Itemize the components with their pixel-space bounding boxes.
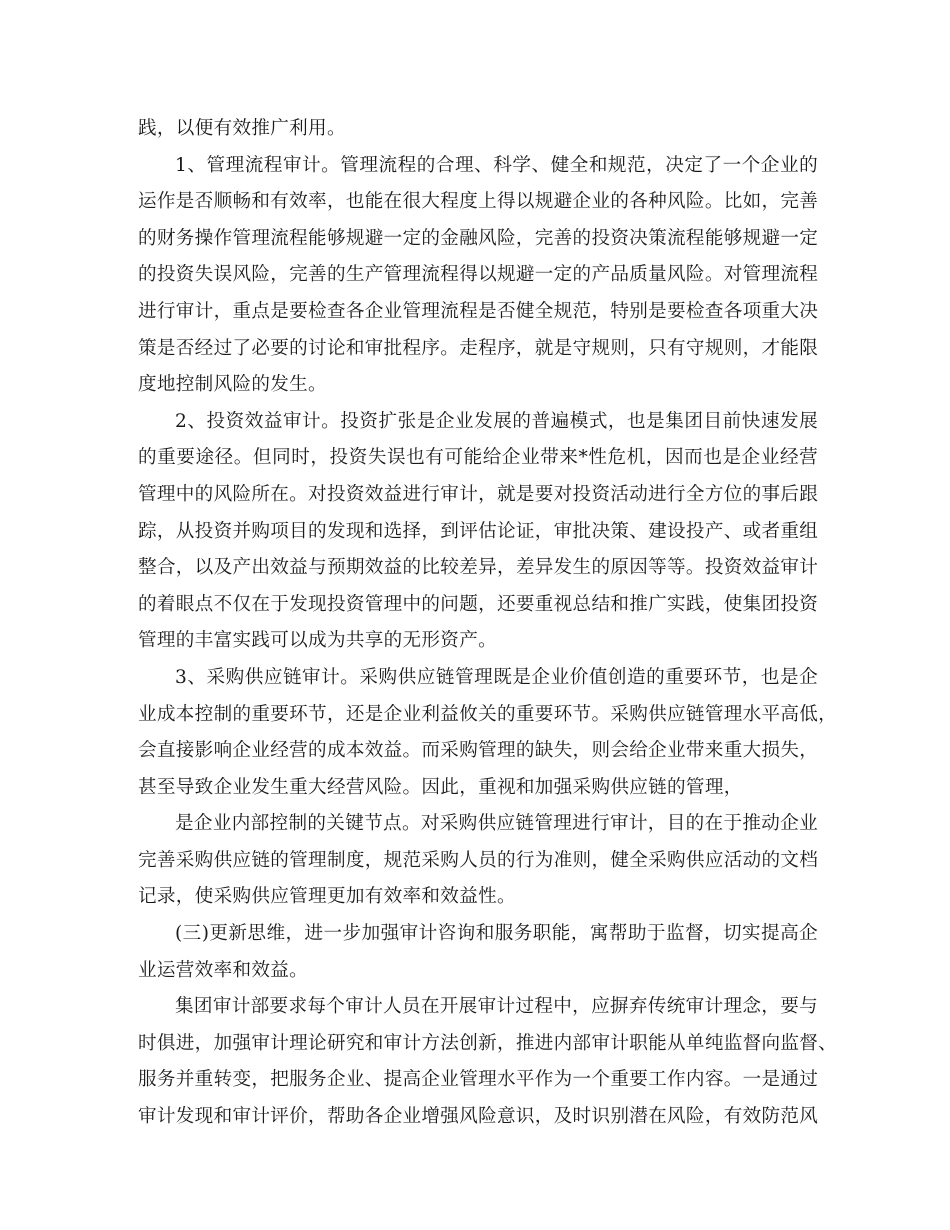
text-line: 是企业内部控制的关键节点。对采购供应链管理进行审计，目的在于推动企业 — [175, 813, 818, 835]
text-line: 业成本控制的重要环节，还是企业利益攸关的重要环节。采购供应链管理水平高低， — [138, 703, 838, 725]
text-line: 完善采购供应链的管理制度，规范采购人员的行为准则，健全采购供应活动的文档 — [138, 849, 819, 871]
text-line: 运作是否顺畅和有效率，也能在很大程度上得以规避企业的各种风险。比如，完善 — [138, 191, 819, 213]
text-line: 的重要途径。但同时，投资失误也有可能给企业带来*性危机，因而也是企业经营 — [138, 447, 818, 469]
text-line: 的投资失误风险，完善的生产管理流程得以规避一定的产品质量风险。对管理流程 — [138, 264, 819, 286]
text-line: 甚至导致企业发生重大经营风险。因此，重视和加强采购供应链的管理， — [138, 776, 743, 798]
text-line: 集团审计部要求每个审计人员在开展审计过程中，应摒弃传统审计理念，要与 — [175, 996, 818, 1018]
text-line: 时俱进，加强审计理论研究和审计方法创新，推进内部审计职能从单纯监督向监督、 — [138, 1032, 838, 1054]
text-line: 审计发现和审计评价，帮助各企业增强风险意识，及时识别潜在风险，有效防范风 — [138, 1106, 819, 1128]
text-line: 管理的丰富实践可以成为共享的无形资产。 — [138, 630, 497, 652]
text-line: 度地控制风险的发生。 — [138, 374, 327, 396]
document-body — [138, 111, 838, 1136]
text-line: 记录，使采购供应管理更加有效率和效益性。 — [138, 886, 516, 908]
text-line: 践，以便有效推广利用。 — [138, 118, 346, 139]
text-line: 3、采购供应链审计。采购供应链管理既是企业价值创造的重要环节，也是企 — [175, 666, 818, 688]
text-line: 策是否经过了必要的讨论和审批程序。走程序，就是守规则，只有守规则，才能限 — [138, 337, 819, 359]
text-line: 业运营效率和效益。 — [138, 959, 309, 981]
text-line: 进行审计，重点是要检查各企业管理流程是否健全规范，特别是要检查各项重大决 — [138, 300, 819, 322]
text-line: 整合，以及产出效益与预期效益的比较差异，差异发生的原因等等。投资效益审计 — [138, 557, 819, 579]
text-line: 踪，从投资并购项目的发现和选择，到评估论证，审批决策、建设投产、或者重组 — [138, 520, 819, 542]
text-line: 的着眼点不仅在于发现投资管理中的问题，还要重视总结和推广实践，使集团投资 — [138, 593, 819, 615]
text-line: (三)更新思维，进一步加强审计咨询和服务职能，寓帮助于监督，切实提高企 — [175, 923, 818, 945]
text-line: 2、投资效益审计。投资扩张是企业发展的普遍模式，也是集团目前快速发展 — [175, 410, 818, 432]
text-line: 服务并重转变，把服务企业、提高企业管理水平作为一个重要工作内容。一是通过 — [138, 1069, 819, 1091]
text-line: 1、管理流程审计。管理流程的合理、科学、健全和规范，决定了一个企业的 — [175, 154, 818, 176]
text-line: 会直接影响企业经营的成本效益。而采购管理的缺失，则会给企业带来重大损失， — [138, 740, 819, 762]
text-line: 的财务操作管理流程能够规避一定的金融风险，完善的投资决策流程能够规避一定 — [138, 227, 819, 249]
text-line: 管理中的风险所在。对投资效益进行审计，就是要对投资活动进行全方位的事后跟 — [138, 483, 819, 505]
